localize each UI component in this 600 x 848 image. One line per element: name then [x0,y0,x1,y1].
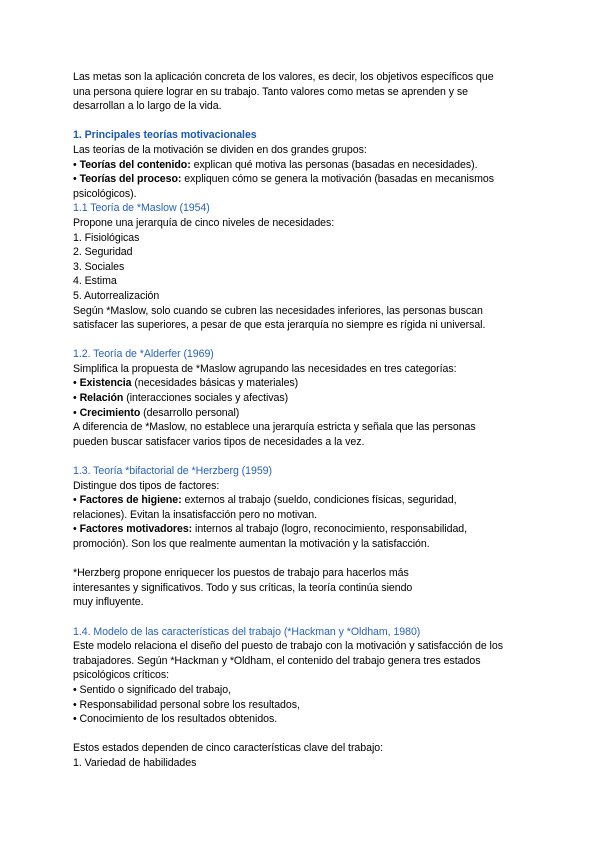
list-item: • Responsabilidad personal sobre los resultados, [73,698,300,711]
text-line: Las metas son la aplicación concreta de los valores, es decir, los objetivos específicos que [73,71,494,83]
text-line: Las teorías de la motivación se dividen en dos grandes grupos: [73,143,367,156]
list-item: • Teorías del proceso: expliquen cómo se genera la motivación (basadas en mecanismos [73,173,494,186]
list-item: 3. Sociales [73,260,125,273]
subsection-heading-herzberg: 1.3. Teoría *bifactorial de *Herzberg (1959) [73,465,272,478]
text-line: pueden buscar satisfacer varios tipos de necesidades a la vez. [73,435,365,448]
subsection-heading-hackman-oldham: 1.4. Modelo de las características del trabajo (*Hackman y *Oldham, 1980) [73,625,421,638]
list-item: • Factores motivadores: internos al trabajo (logro, reconocimiento, responsabilidad, [73,523,468,536]
list-item: • Existencia (necesidades básicas y materiales) [73,377,299,390]
subsection-heading-maslow: 1.1 Teoría de *Maslow (1954) [73,202,210,215]
list-item: • Crecimiento (desarrollo personal) [73,406,240,419]
list-item: • Relación (interacciones sociales y afectivas) [73,392,289,405]
list-item: 1. Fisiológicas [73,231,140,244]
list-item: • Teorías del contenido: explican qué motiva las personas (basadas en necesidades). [73,158,478,171]
text-line: muy influyente. [73,596,144,609]
subsection-heading-alderfer: 1.2. Teoría de *Alderfer (1969) [73,348,214,361]
text-line: promoción). Son los que realmente aumentan la motivación y la satisfacción. [73,538,430,550]
text-line: psicológicos). [73,187,137,200]
text-line: psicológicos críticos: [73,669,170,682]
text-line: Distingue dos tipos de factores: [73,479,220,492]
list-item: • Sentido o significado del trabajo, [73,683,231,696]
text-line: A diferencia de *Maslow, no establece una jerarquía estricta y señala que las personas [73,421,476,434]
text-line: una persona quiere lograr en su trabajo. Tanto valores como metas se aprenden y se [73,85,468,98]
text-line: *Herzberg propone enriquecer los puestos de trabajo para hacerlos más [73,567,409,580]
text-line: Estos estados dependen de cinco características clave del trabajo: [73,742,383,755]
list-item: 5. Autorrealización [73,289,160,302]
list-item: 2. Seguridad [73,246,133,259]
text-line: desarrollan a lo largo de la vida. [73,100,222,113]
text-line: satisfacer las superiores, a pesar de que esta jerarquía no siempre es rígida ni universal. [73,319,486,332]
text-line: Simplifica la propuesta de *Maslow agrupando las necesidades en tres categorías: [73,362,457,375]
text-line: Según *Maslow, solo cuando se cubren las necesidades inferiores, las personas buscan [73,304,483,317]
text-line: Propone una jerarquía de cinco niveles de necesidades: [73,216,335,229]
text-line: trabajadores. Según *Hackman y *Oldham, el contenido del trabajo genera tres estados [73,654,481,667]
list-item: • Factores de higiene: externos al trabajo (sueldo, condiciones físicas, seguridad, [73,494,457,507]
intro-paragraph [73,70,560,114]
list-item: 1. Variedad de habilidades [73,756,197,769]
list-item: • Conocimiento de los resultados obtenidos. [73,713,278,726]
text-line: relaciones). Evitan la insatisfacción pero no motivan. [73,508,318,521]
list-item: 4. Estima [73,275,117,288]
section-heading-theories: 1. Principales teorías motivacionales [73,129,257,142]
text-line: interesantes y significativos. Todo y sus críticas, la teoría continúa siendo [73,581,413,594]
text-line: Este modelo relaciona el diseño del puesto de trabajo con la motivación y satisfacción de los [73,640,503,653]
